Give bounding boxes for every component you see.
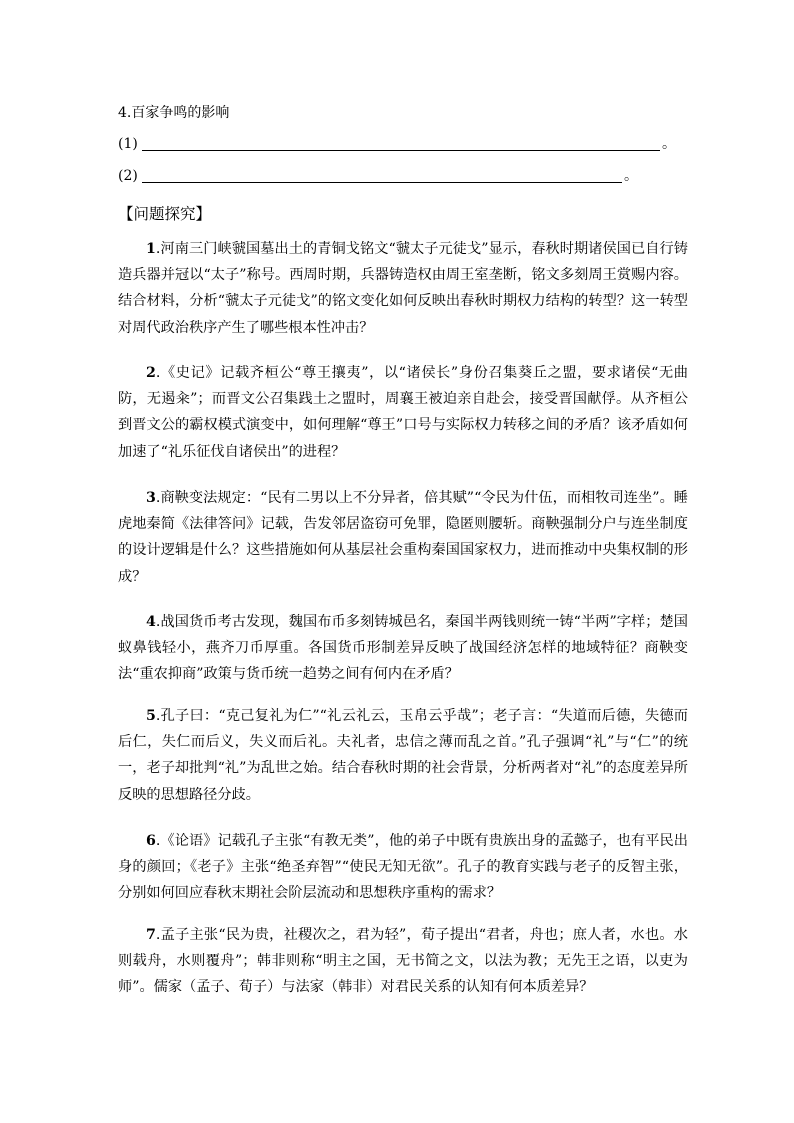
question-1 <box>118 236 688 341</box>
answer-line-number: (2) <box>118 168 138 184</box>
answer-blank[interactable] <box>142 136 660 151</box>
question-number: 1 <box>146 241 156 257</box>
answer-line-end: 。 <box>662 136 676 152</box>
question-number: 6 <box>146 833 156 849</box>
question-number: 3 <box>146 490 156 506</box>
answer-line-2 <box>118 166 638 186</box>
section-title: 【问题探究】 <box>118 205 212 223</box>
question-3 <box>118 485 688 590</box>
question-text: 《史记》记载齐桓公“尊王攘夷”，以“诸侯长”身份召集葵丘之盟，要求诸侯“无曲防，无遏籴”；而晋文公召集践土之盟时，周襄王被迫亲自赴会，接受晋国献俘。从齐桓公到晋文公的霸权模式演变中，如何理解“尊王”口号与实际权力转移之间的矛盾？该矛盾如何加速了“礼乐征伐自诸侯出”的进程？ <box>118 365 688 460</box>
question-number: 4 <box>146 614 156 630</box>
question-number-sep: . <box>155 241 161 257</box>
answer-blank[interactable] <box>142 168 622 183</box>
question-number-sep: . <box>155 927 161 943</box>
question-text: 战国货币考古发现，魏国布币多刻铸城邑名，秦国半两钱则统一铸“半两”字样；楚国蚁鼻钱轻小，燕齐刀币厚重。各国货币形制差异反映了战国经济怎样的地域特征？商鞅变法“重农抑商”政策与货币统一趋势之间有何内在矛盾？ <box>118 614 688 683</box>
question-text: 《论语》记载孔子主张“有教无类”，他的弟子中既有贵族出身的孟懿子，也有平民出身的颜回；《老子》主张“绝圣弃智”“使民无知无欲”。孔子的教育实践与老子的反智主张，分别如何回应春秋末期社会阶层流动和思想秩序重构的需求？ <box>118 833 688 902</box>
question-text: 河南三门峡虢国墓出土的青铜戈铭文“虢太子元徒戈”显示，春秋时期诸侯国已自行铸造兵器并冠以“太子”称号。西周时期，兵器铸造权由周王室垄断，铭文多刻周王赏赐内容。结合材料，分析“虢太子元徒戈”的铭文变化如何反映出春秋时期权力结构的转型？这一转型对周代政治秩序产生了哪些根本性冲击？ <box>118 241 688 336</box>
question-7 <box>118 922 688 1001</box>
question-5 <box>118 703 688 808</box>
influence-heading: 4.百家争鸣的影响 <box>118 105 230 121</box>
question-6 <box>118 828 688 907</box>
question-2 <box>118 360 688 465</box>
question-number: 2 <box>146 365 156 381</box>
question-number-sep: . <box>155 365 161 381</box>
question-text: 孟子主张“民为贵，社稷次之，君为轻”，荀子提出“君者，舟也；庶人者，水也。水则载舟，水则覆舟”；韩非则称“明主之国，无书简之文，以法为教；无先王之语，以吏为师”。儒家（孟子、荀子）与法家（韩非）对君民关系的认知有何本质差异？ <box>118 927 688 996</box>
question-number-sep: . <box>155 708 161 724</box>
answer-line-1 <box>118 134 676 154</box>
answer-line-end: 。 <box>624 168 638 184</box>
question-4 <box>118 609 688 688</box>
question-number-sep: . <box>155 614 161 630</box>
question-text: 孔子曰：“克己复礼为仁”“礼云礼云，玉帛云乎哉”；老子言：“失道而后德，失德而后仁，失仁而后义，失义而后礼。夫礼者，忠信之薄而乱之首。”孔子强调“礼”与“仁”的统一，老子却批判“礼”为乱世之始。结合春秋时期的社会背景，分析两者对“礼”的态度差异所反映的思想路径分歧。 <box>118 708 688 803</box>
question-number-sep: . <box>155 833 161 849</box>
question-number: 5 <box>146 708 156 724</box>
question-number-sep: . <box>155 490 161 506</box>
question-number: 7 <box>146 927 156 943</box>
answer-line-number: (1) <box>118 136 138 152</box>
question-text: 商鞅变法规定：“民有二男以上不分异者，倍其赋”“令民为什伍，而相牧司连坐”。睡虎地秦简《法律答问》记载，告发邻居盗窃可免罪，隐匿则腰斩。商鞅强制分户与连坐制度的设计逻辑是什么？这些措施如何从基层社会重构秦国国家权力，进而推动中央集权制的形成？ <box>118 490 688 585</box>
